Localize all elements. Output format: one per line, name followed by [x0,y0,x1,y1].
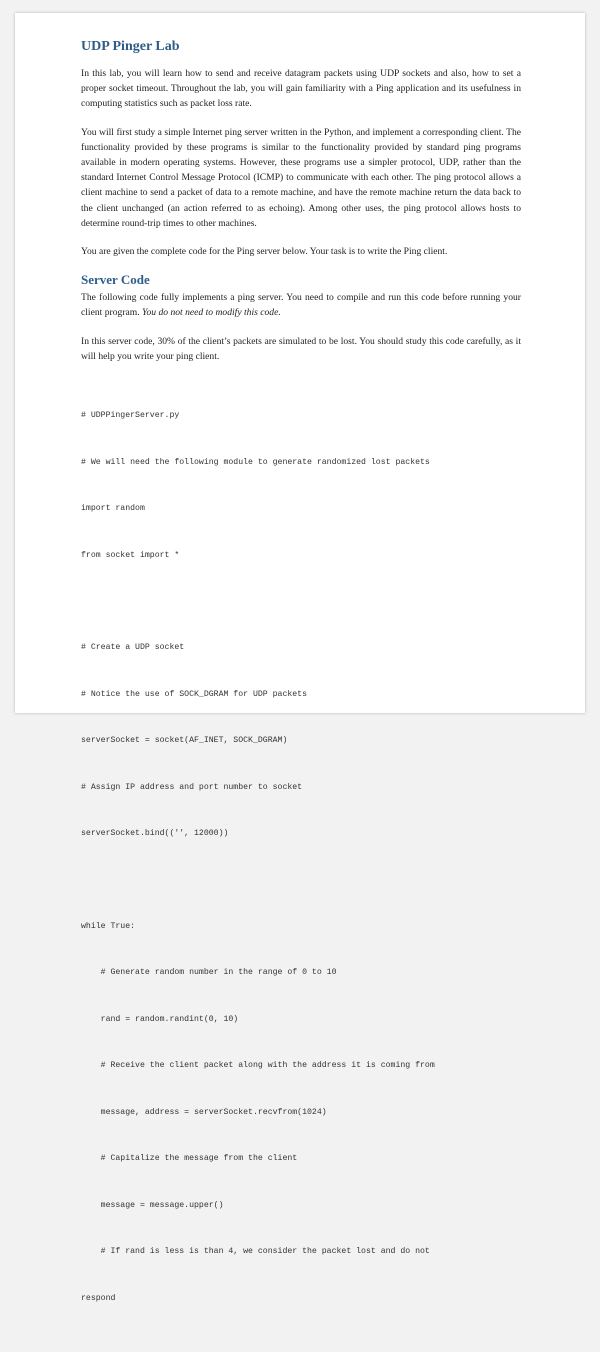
code-line: serverSocket = socket(AF_INET, SOCK_DGRAM) [81,736,288,746]
code-line: while True: [81,921,136,931]
code-line: message = message.upper() [81,1200,224,1210]
server-code-heading: Server Code [81,272,150,288]
code-line: # Generate random number in the range of 0 to 10 [81,968,337,978]
code-block-socket [81,609,521,873]
server-intro-paragraph [81,290,521,320]
code-line: import random [81,504,145,514]
code-line: # UDPPingerServer.py [81,411,180,421]
code-line: # Create a UDP socket [81,643,185,653]
code-line: message, address = serverSocket.recvfrom(1024) [81,1107,327,1117]
server-intro-note: You do not need to modify this code. [142,307,281,319]
code-line: # If rand is less is than 4, we consider the packet lost and do not [81,1247,430,1257]
code-line: rand = random.randint(0, 10) [81,1014,239,1024]
document-page [15,13,585,1303]
page-title: UDP Pinger Lab [81,39,180,54]
code-line: from socket import * [81,550,180,560]
intro-paragraph: In this lab, you will learn how to send and receive datagram packets using UDP sockets and also, how to set a proper socket timeout. Throughout the lab, you will gain familiarity with a Ping application and its usefulness in computing statistics such as packet loss rate. [81,68,521,110]
code-line: # Notice the use of SOCK_DGRAM for UDP packets [81,689,308,699]
code-line: # We will need the following module to generate randomized lost packets [81,457,430,467]
overview-paragraph: You will first study a simple Internet ping server written in the Python, and implement a corresponding client. The functionality provided by these programs is similar to the functionality provided by standard ping programs available in modern operating systems. However, these programs use a simpler protocol, UDP, rather than the standard Internet Control Message Protocol (ICMP) to communicate with each other. The ping protocol allows a client machine to send a packet of data to a remote machine, and have the remote machine return the data back to the client unchanged (an action referred to as echoing). Among other uses, the ping protocol allows hosts to determine round-trip times to other machines. [81,126,521,229]
server-intro-text: The following code fully implements a ping server. You need to compile and run this code before running your client program. [81,292,521,319]
code-block-imports [81,377,521,594]
code-line: # Capitalize the message from the client [81,1154,298,1164]
code-block-loop [81,888,521,1338]
code-line: respond [81,1293,116,1303]
code-line: # Receive the client packet along with the address it is coming from [81,1061,435,1071]
task-paragraph: You are given the complete code for the Ping server below. Your task is to write the Ping client. [81,246,448,258]
packet-loss-paragraph: In this server code, 30% of the client’s packets are simulated to be lost. You should study this code carefully, as it will help you write your ping client. [81,335,521,362]
code-line: serverSocket.bind(('', 12000)) [81,829,229,839]
document-content [81,39,521,1352]
code-line: # Assign IP address and port number to socket [81,782,303,792]
